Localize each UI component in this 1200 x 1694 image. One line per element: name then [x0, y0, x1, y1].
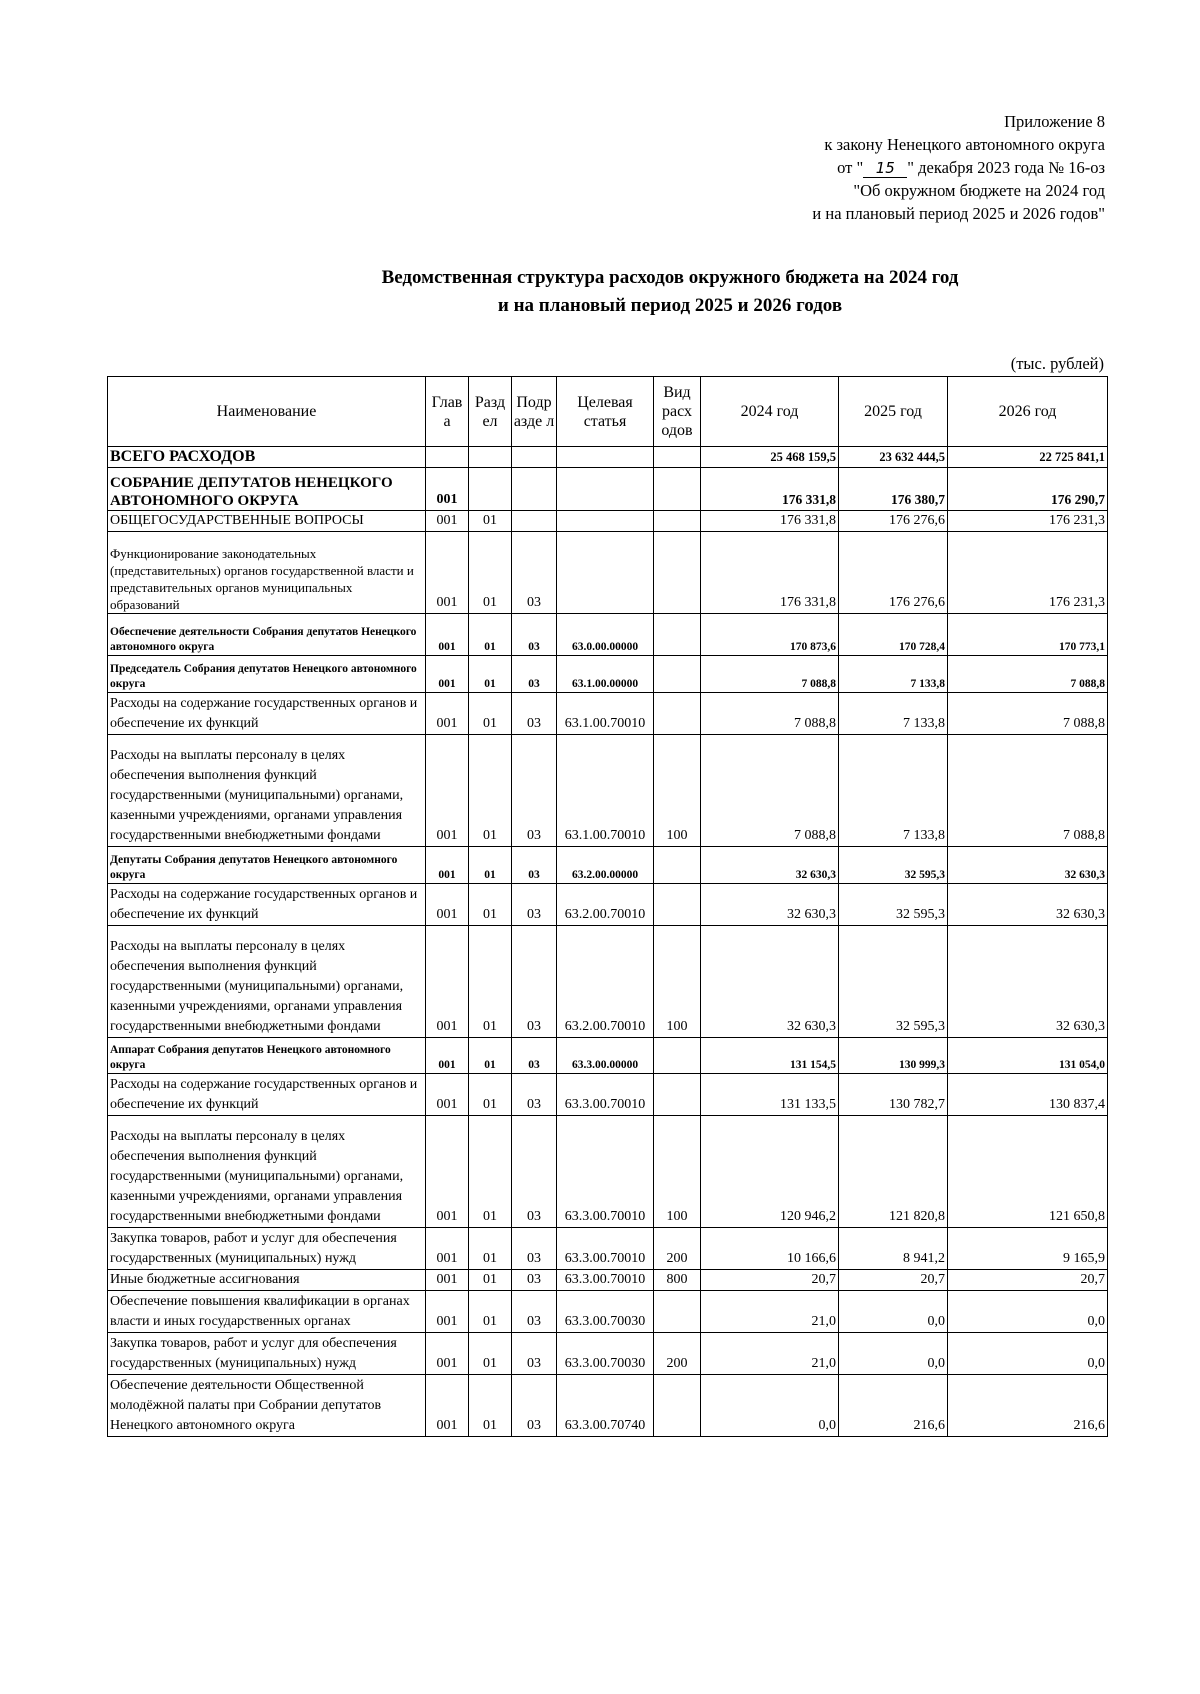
- cell-vid: 100: [654, 926, 701, 1038]
- cell-2024: 7 088,8: [701, 735, 839, 847]
- cell-vid: [654, 447, 701, 468]
- cell-2024: 176 331,8: [701, 532, 839, 614]
- cell-target: 63.3.00.70740: [557, 1375, 654, 1437]
- cell-2024: 32 630,3: [701, 926, 839, 1038]
- units-label: (тыс. рублей): [1010, 354, 1104, 373]
- cell-2025: 176 276,6: [839, 532, 948, 614]
- cell-razdel: 01: [469, 1228, 512, 1270]
- col-header-glava: Глав а: [426, 377, 469, 447]
- cell-vid: [654, 1038, 701, 1074]
- law-reference: к закону Ненецкого автономного округа: [824, 135, 1105, 154]
- cell-2026: 22 725 841,1: [948, 447, 1108, 468]
- table-row: [108, 693, 1108, 735]
- cell-2026: 0,0: [948, 1333, 1108, 1375]
- cell-2024: 7 088,8: [701, 656, 839, 693]
- document-title-line-2: и на плановый период 2025 и 2026 годов: [497, 295, 843, 316]
- cell-vid: 200: [654, 1333, 701, 1375]
- cell-target: [557, 532, 654, 614]
- cell-razdel: 01: [469, 532, 512, 614]
- cell-podrazdel: 03: [512, 926, 557, 1038]
- cell-glava: 001: [426, 1375, 469, 1437]
- cell-target: 63.2.00.70010: [557, 926, 654, 1038]
- cell-glava: 001: [426, 1333, 469, 1375]
- cell-2025: 32 595,3: [839, 847, 948, 884]
- document-title: [110, 264, 1200, 320]
- cell-2024: 25 468 159,5: [701, 447, 839, 468]
- table-row: [108, 735, 1108, 847]
- cell-razdel: 01: [469, 1270, 512, 1291]
- cell-razdel: 01: [469, 1291, 512, 1333]
- cell-target: 63.1.00.70010: [557, 735, 654, 847]
- cell-2025: 0,0: [839, 1333, 948, 1375]
- table-row: [108, 1333, 1108, 1375]
- cell-vid: [654, 1291, 701, 1333]
- cell-name: Расходы на содержание государственных органов и обеспечение их функций: [108, 693, 426, 735]
- cell-glava: 001: [426, 511, 469, 532]
- cell-podrazdel: 03: [512, 884, 557, 926]
- cell-glava: 001: [426, 1270, 469, 1291]
- cell-target: 63.3.00.70010: [557, 1074, 654, 1116]
- cell-vid: 100: [654, 1116, 701, 1228]
- cell-name: Закупка товаров, работ и услуг для обеспечения государственных (муниципальных) нужд: [108, 1333, 426, 1375]
- table-row: [108, 447, 1108, 468]
- cell-glava: 001: [426, 532, 469, 614]
- cell-podrazdel: 03: [512, 614, 557, 656]
- cell-2026: 176 231,3: [948, 511, 1108, 532]
- cell-vid: [654, 693, 701, 735]
- cell-podrazdel: 03: [512, 1270, 557, 1291]
- table-row: [108, 511, 1108, 532]
- col-header-podrazdel: Подр азде л: [512, 377, 557, 447]
- cell-2026: 131 054,0: [948, 1038, 1108, 1074]
- cell-target: [557, 447, 654, 468]
- cell-2025: 32 595,3: [839, 926, 948, 1038]
- cell-2026: 130 837,4: [948, 1074, 1108, 1116]
- cell-2025: 130 782,7: [839, 1074, 948, 1116]
- cell-glava: 001: [426, 847, 469, 884]
- cell-razdel: [469, 447, 512, 468]
- law-date-suffix: " декабря 2023 года № 16-оз: [907, 158, 1105, 177]
- law-title-line-1: "Об окружном бюджете на 2024 год: [853, 181, 1105, 200]
- cell-2024: 120 946,2: [701, 1116, 839, 1228]
- cell-2025: 7 133,8: [839, 735, 948, 847]
- cell-name: Обеспечение деятельности Общественной молодёжной палаты при Собрании депутатов Ненецкого автономного округа: [108, 1375, 426, 1437]
- cell-podrazdel: [512, 468, 557, 511]
- cell-glava: 001: [426, 614, 469, 656]
- col-header-2026: 2026 год: [948, 377, 1108, 447]
- cell-name: Расходы на выплаты персоналу в целях обеспечения выполнения функций государственными (муниципальными) органами, казенными учреждениями, органами управления государственными внебюджетными фондами: [108, 735, 426, 847]
- cell-2024: 176 331,8: [701, 468, 839, 511]
- cell-vid: [654, 847, 701, 884]
- cell-name: Расходы на содержание государственных органов и обеспечение их функций: [108, 884, 426, 926]
- cell-name: Депутаты Собрания депутатов Ненецкого автономного округа: [108, 847, 426, 884]
- cell-2026: 176 290,7: [948, 468, 1108, 511]
- col-header-razdel: Разд ел: [469, 377, 512, 447]
- cell-2025: 7 133,8: [839, 656, 948, 693]
- cell-glava: 001: [426, 1038, 469, 1074]
- cell-razdel: 01: [469, 884, 512, 926]
- cell-target: 63.3.00.00000: [557, 1038, 654, 1074]
- cell-razdel: 01: [469, 693, 512, 735]
- cell-name: Расходы на выплаты персоналу в целях обеспечения выполнения функций государственными (муниципальными) органами, казенными учреждениями, органами управления государственными внебюджетными фондами: [108, 1116, 426, 1228]
- col-header-vid: Вид расх одов: [654, 377, 701, 447]
- cell-2026: 32 630,3: [948, 884, 1108, 926]
- cell-target: 63.3.00.70010: [557, 1270, 654, 1291]
- cell-2024: 7 088,8: [701, 693, 839, 735]
- table-row: [108, 847, 1108, 884]
- cell-2025: 0,0: [839, 1291, 948, 1333]
- cell-2025: 7 133,8: [839, 693, 948, 735]
- table-row: [108, 1116, 1108, 1228]
- cell-2026: 32 630,3: [948, 847, 1108, 884]
- cell-name: ВСЕГО РАСХОДОВ: [108, 447, 426, 468]
- cell-2026: 216,6: [948, 1375, 1108, 1437]
- cell-2024: 131 154,5: [701, 1038, 839, 1074]
- cell-2025: 130 999,3: [839, 1038, 948, 1074]
- table-row: [108, 614, 1108, 656]
- cell-2026: 32 630,3: [948, 926, 1108, 1038]
- cell-glava: 001: [426, 468, 469, 511]
- cell-podrazdel: 03: [512, 1333, 557, 1375]
- cell-name: Закупка товаров, работ и услуг для обеспечения государственных (муниципальных) нужд: [108, 1228, 426, 1270]
- cell-2026: 121 650,8: [948, 1116, 1108, 1228]
- cell-2025: 23 632 444,5: [839, 447, 948, 468]
- cell-podrazdel: 03: [512, 1074, 557, 1116]
- cell-name: Функционирование законодательных (представительных) органов государственной власти и представительных органов муниципальных образований: [108, 532, 426, 614]
- col-header-2024: 2024 год: [701, 377, 839, 447]
- cell-2026: 20,7: [948, 1270, 1108, 1291]
- cell-glava: 001: [426, 735, 469, 847]
- cell-glava: 001: [426, 656, 469, 693]
- cell-target: 63.2.00.70010: [557, 884, 654, 926]
- cell-2025: 216,6: [839, 1375, 948, 1437]
- cell-2026: 0,0: [948, 1291, 1108, 1333]
- cell-vid: 800: [654, 1270, 701, 1291]
- cell-vid: 100: [654, 735, 701, 847]
- cell-glava: [426, 447, 469, 468]
- cell-name: Расходы на выплаты персоналу в целях обеспечения выполнения функций государственными (муниципальными) органами, казенными учреждениями, органами управления государственными внебюджетными фондами: [108, 926, 426, 1038]
- table-row: [108, 1074, 1108, 1116]
- cell-target: 63.3.00.70010: [557, 1228, 654, 1270]
- cell-vid: [654, 884, 701, 926]
- cell-vid: [654, 468, 701, 511]
- cell-target: 63.3.00.70030: [557, 1291, 654, 1333]
- table-row: [108, 1228, 1108, 1270]
- col-header-target: Целевая статья: [557, 377, 654, 447]
- table-row: [108, 926, 1108, 1038]
- cell-vid: [654, 532, 701, 614]
- cell-2024: 32 630,3: [701, 884, 839, 926]
- table-row: [108, 1038, 1108, 1074]
- cell-razdel: 01: [469, 656, 512, 693]
- budget-table: [107, 376, 1108, 1437]
- cell-2025: 176 380,7: [839, 468, 948, 511]
- cell-name: Председатель Собрания депутатов Ненецкого автономного округа: [108, 656, 426, 693]
- cell-vid: 200: [654, 1228, 701, 1270]
- cell-name: ОБЩЕГОСУДАРСТВЕННЫЕ ВОПРОСЫ: [108, 511, 426, 532]
- cell-target: 63.1.00.00000: [557, 656, 654, 693]
- cell-razdel: [469, 468, 512, 511]
- cell-glava: 001: [426, 1116, 469, 1228]
- cell-podrazdel: 03: [512, 1375, 557, 1437]
- cell-2024: 21,0: [701, 1291, 839, 1333]
- cell-2024: 32 630,3: [701, 847, 839, 884]
- cell-2025: 20,7: [839, 1270, 948, 1291]
- cell-2026: 170 773,1: [948, 614, 1108, 656]
- cell-name: СОБРАНИЕ ДЕПУТАТОВ НЕНЕЦКОГО АВТОНОМНОГО ОКРУГА: [108, 468, 426, 511]
- cell-podrazdel: 03: [512, 1116, 557, 1228]
- document-title-line-1: Ведомственная структура расходов окружного бюджета на 2024 год: [381, 267, 959, 288]
- col-header-2025: 2025 год: [839, 377, 948, 447]
- cell-target: 63.3.00.70030: [557, 1333, 654, 1375]
- cell-vid: [654, 614, 701, 656]
- appendix-header: [560, 110, 1105, 225]
- cell-podrazdel: 03: [512, 693, 557, 735]
- cell-podrazdel: 03: [512, 1291, 557, 1333]
- cell-razdel: 01: [469, 511, 512, 532]
- table-row: [108, 656, 1108, 693]
- table-row: [108, 468, 1108, 511]
- cell-glava: 001: [426, 926, 469, 1038]
- appendix-number: Приложение 8: [1004, 112, 1105, 131]
- cell-vid: [654, 1375, 701, 1437]
- cell-2026: 7 088,8: [948, 693, 1108, 735]
- cell-razdel: 01: [469, 1375, 512, 1437]
- cell-glava: 001: [426, 1074, 469, 1116]
- table-row: [108, 1375, 1108, 1437]
- cell-glava: 001: [426, 1291, 469, 1333]
- cell-2024: 131 133,5: [701, 1074, 839, 1116]
- cell-target: 63.3.00.70010: [557, 1116, 654, 1228]
- cell-razdel: 01: [469, 735, 512, 847]
- cell-2024: 176 331,8: [701, 511, 839, 532]
- cell-target: 63.1.00.70010: [557, 693, 654, 735]
- cell-razdel: 01: [469, 1074, 512, 1116]
- cell-podrazdel: 03: [512, 532, 557, 614]
- law-title-line-2: и на плановый период 2025 и 2026 годов": [812, 204, 1105, 223]
- cell-target: 63.2.00.00000: [557, 847, 654, 884]
- cell-glava: 001: [426, 1228, 469, 1270]
- law-date-prefix: от ": [837, 158, 864, 177]
- cell-name: Обеспечение деятельности Собрания депутатов Ненецкого автономного округа: [108, 614, 426, 656]
- cell-2024: 170 873,6: [701, 614, 839, 656]
- cell-glava: 001: [426, 693, 469, 735]
- cell-razdel: 01: [469, 1038, 512, 1074]
- cell-target: [557, 511, 654, 532]
- cell-razdel: 01: [469, 614, 512, 656]
- cell-podrazdel: 03: [512, 735, 557, 847]
- cell-2024: 10 166,6: [701, 1228, 839, 1270]
- cell-2024: 20,7: [701, 1270, 839, 1291]
- cell-2024: 21,0: [701, 1333, 839, 1375]
- cell-2026: 7 088,8: [948, 656, 1108, 693]
- cell-glava: 001: [426, 884, 469, 926]
- cell-podrazdel: 03: [512, 847, 557, 884]
- cell-razdel: 01: [469, 926, 512, 1038]
- cell-target: [557, 468, 654, 511]
- cell-2026: 176 231,3: [948, 532, 1108, 614]
- cell-podrazdel: [512, 511, 557, 532]
- col-header-name: Наименование: [108, 377, 426, 447]
- cell-vid: [654, 656, 701, 693]
- table-header-row: [108, 377, 1108, 447]
- cell-target: 63.0.00.00000: [557, 614, 654, 656]
- cell-name: Расходы на содержание государственных органов и обеспечение их функций: [108, 1074, 426, 1116]
- cell-podrazdel: 03: [512, 1228, 557, 1270]
- table-row: [108, 884, 1108, 926]
- cell-name: Аппарат Собрания депутатов Ненецкого автономного округа: [108, 1038, 426, 1074]
- cell-podrazdel: [512, 447, 557, 468]
- cell-2025: 170 728,4: [839, 614, 948, 656]
- cell-razdel: 01: [469, 1333, 512, 1375]
- cell-vid: [654, 511, 701, 532]
- cell-2024: 0,0: [701, 1375, 839, 1437]
- table-row: [108, 1270, 1108, 1291]
- cell-2025: 121 820,8: [839, 1116, 948, 1228]
- table-row: [108, 1291, 1108, 1333]
- cell-2025: 32 595,3: [839, 884, 948, 926]
- cell-2025: 8 941,2: [839, 1228, 948, 1270]
- law-date-day: 15: [863, 159, 907, 178]
- cell-razdel: 01: [469, 847, 512, 884]
- law-date-line: [560, 156, 1105, 179]
- cell-vid: [654, 1074, 701, 1116]
- cell-2026: 9 165,9: [948, 1228, 1108, 1270]
- cell-name: Иные бюджетные ассигнования: [108, 1270, 426, 1291]
- table-body: [108, 447, 1108, 1437]
- cell-podrazdel: 03: [512, 656, 557, 693]
- cell-razdel: 01: [469, 1116, 512, 1228]
- cell-2026: 7 088,8: [948, 735, 1108, 847]
- cell-name: Обеспечение повышения квалификации в органах власти и иных государственных органах: [108, 1291, 426, 1333]
- table-row: [108, 532, 1108, 614]
- cell-podrazdel: 03: [512, 1038, 557, 1074]
- cell-2025: 176 276,6: [839, 511, 948, 532]
